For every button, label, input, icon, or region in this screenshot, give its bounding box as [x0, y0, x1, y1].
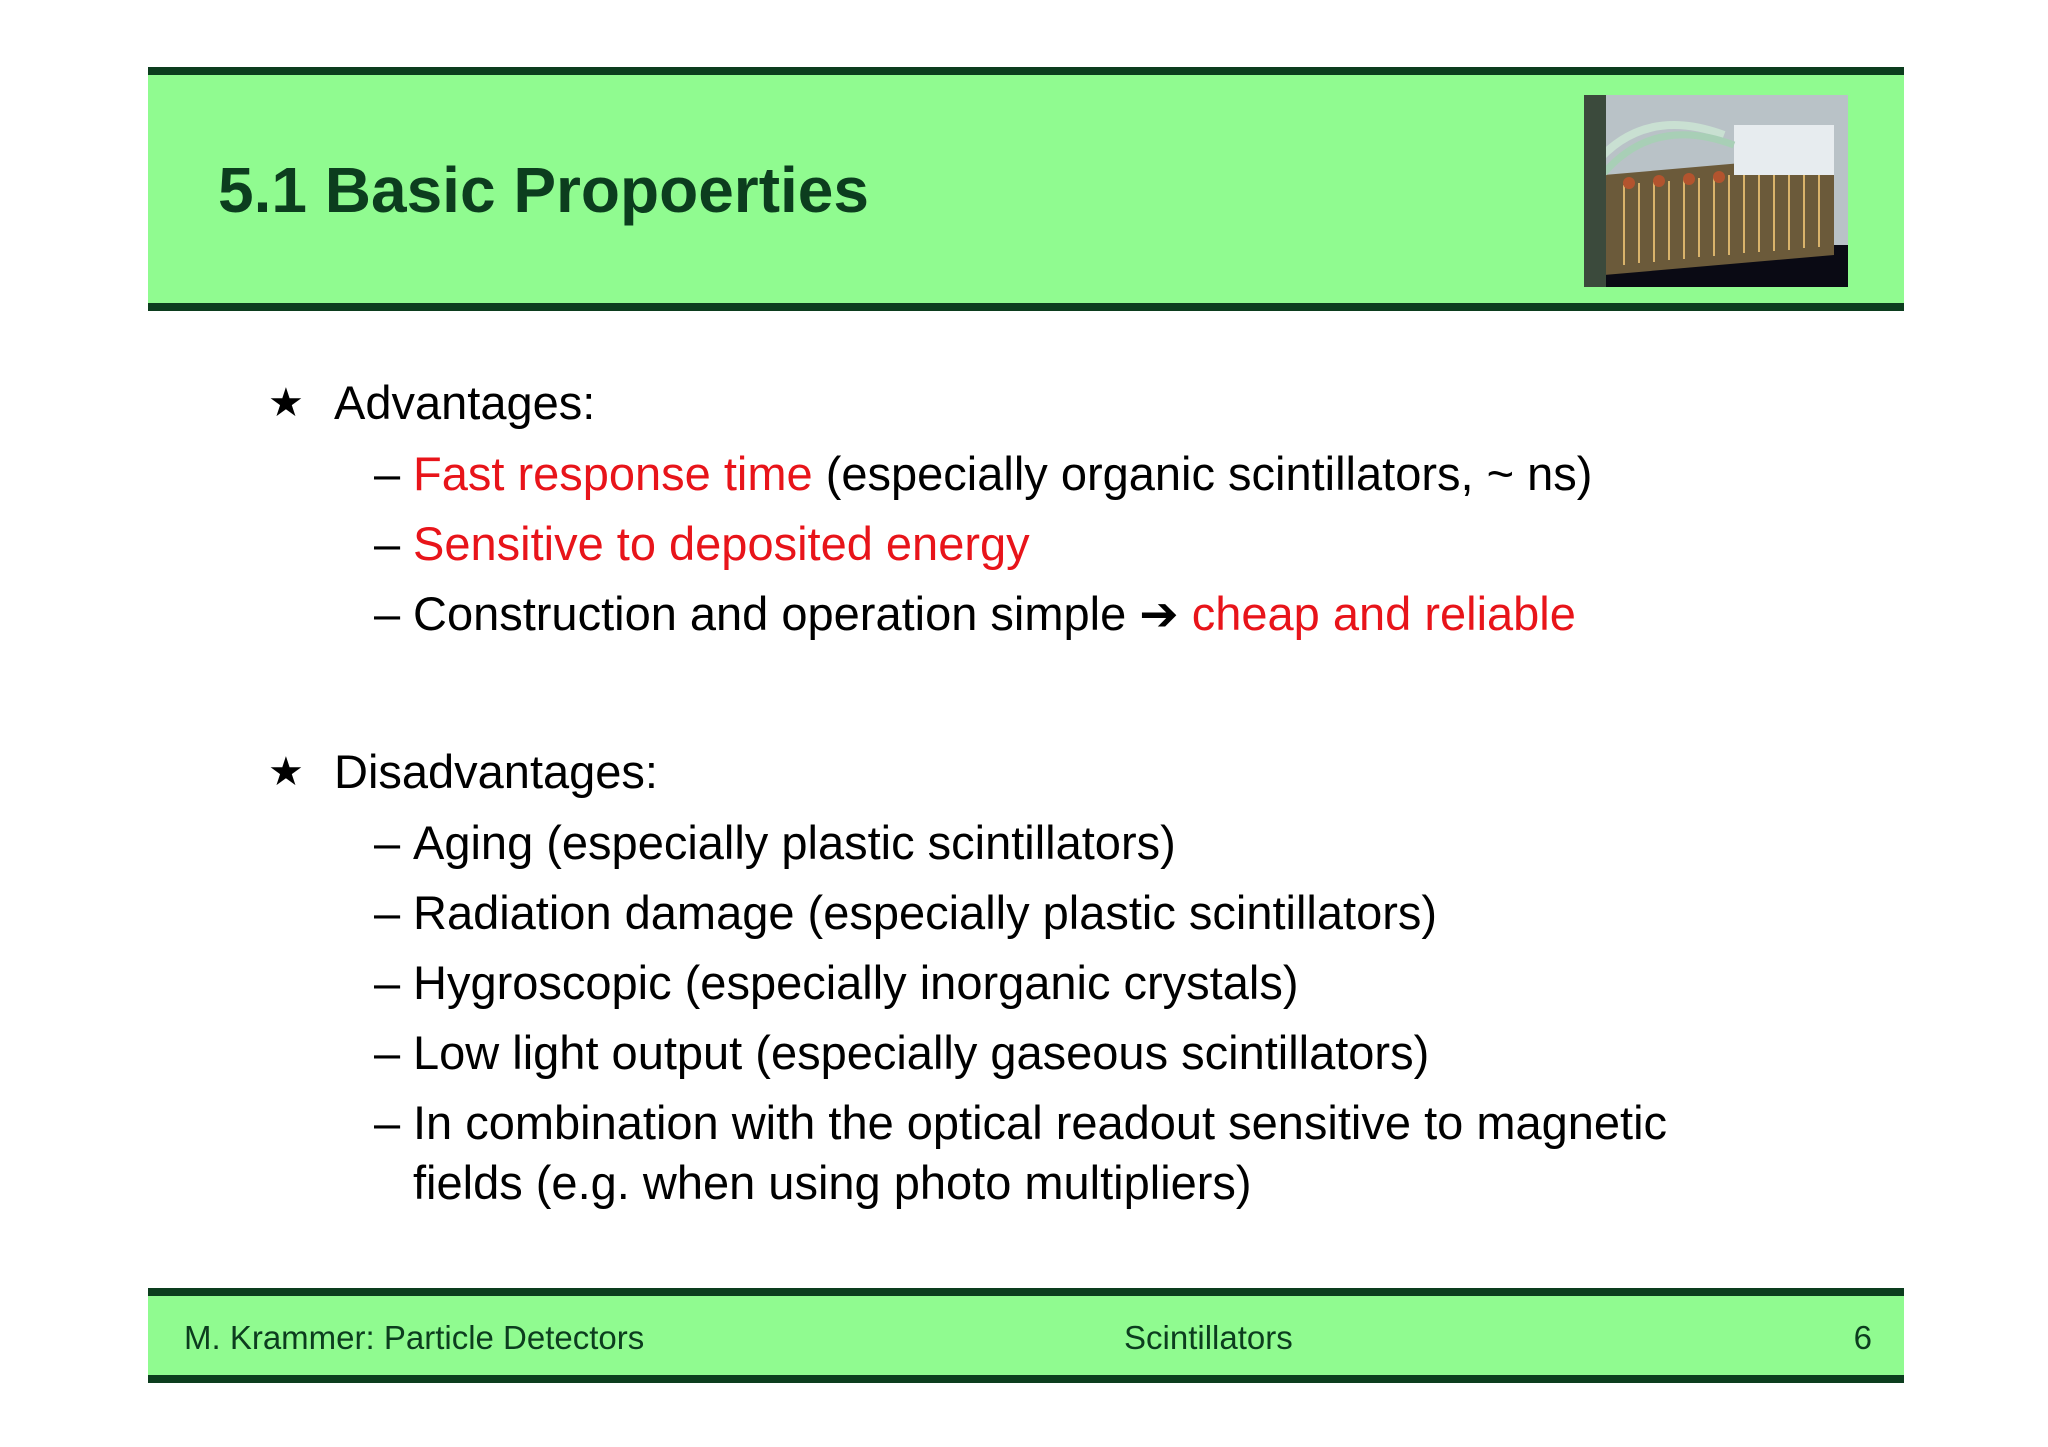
detector-photo-illustration: [1584, 95, 1848, 287]
dash-bullet: –: [374, 1096, 401, 1149]
advantage-item-3-highlight: cheap and reliable: [1178, 587, 1576, 640]
dash-bullet: –: [374, 1026, 401, 1079]
arrow-right-icon: ➔: [1139, 587, 1179, 640]
disadvantage-item-5: In combination with the optical readout sensitive to magnetic: [413, 1096, 1668, 1149]
footer-author: M. Krammer: Particle Detectors: [184, 1319, 645, 1356]
disadvantages-heading: Disadvantages:: [334, 745, 658, 798]
advantage-item-1: [413, 446, 1592, 501]
advantage-item-2: [413, 516, 1030, 571]
detector-photo: [1584, 95, 1848, 287]
footer-topic: Scintillators: [1124, 1319, 1293, 1356]
dash-bullet: –: [374, 587, 401, 640]
advantage-item-1-highlight: Fast response time: [413, 447, 813, 500]
slide-footer: [148, 1288, 1904, 1383]
advantage-item-1-text: (especially organic scintillators, ~ ns): [812, 447, 1593, 500]
star-bullet-icon: ★: [268, 381, 304, 425]
dash-bullet: –: [374, 886, 401, 939]
disadvantage-item-4: Low light output (especially gaseous scintillators): [413, 1026, 1430, 1079]
disadvantage-item-5-continued: fields (e.g. when using photo multipliers): [413, 1156, 1252, 1209]
dash-bullet: –: [374, 517, 401, 570]
footer-page-number: 6: [1853, 1319, 1872, 1356]
disadvantage-item-2: Radiation damage (especially plastic scintillators): [413, 886, 1438, 939]
advantages-heading: Advantages:: [334, 376, 596, 429]
dash-bullet: –: [374, 447, 401, 500]
advantage-item-3-text: Construction and operation simple: [413, 587, 1140, 640]
star-bullet-icon: ★: [268, 750, 304, 794]
disadvantage-item-1: Aging (especially plastic scintillators): [413, 816, 1176, 869]
advantage-item-3: [413, 586, 1576, 642]
disadvantage-item-3: Hygroscopic (especially inorganic crystals): [413, 956, 1299, 1009]
dash-bullet: –: [374, 816, 401, 869]
dash-bullet: –: [374, 956, 401, 1009]
advantage-item-2-highlight: Sensitive to deposited energy: [413, 517, 1030, 570]
slide-title: 5.1 Basic Propoerties: [218, 154, 869, 226]
slide-header: [148, 67, 1904, 311]
